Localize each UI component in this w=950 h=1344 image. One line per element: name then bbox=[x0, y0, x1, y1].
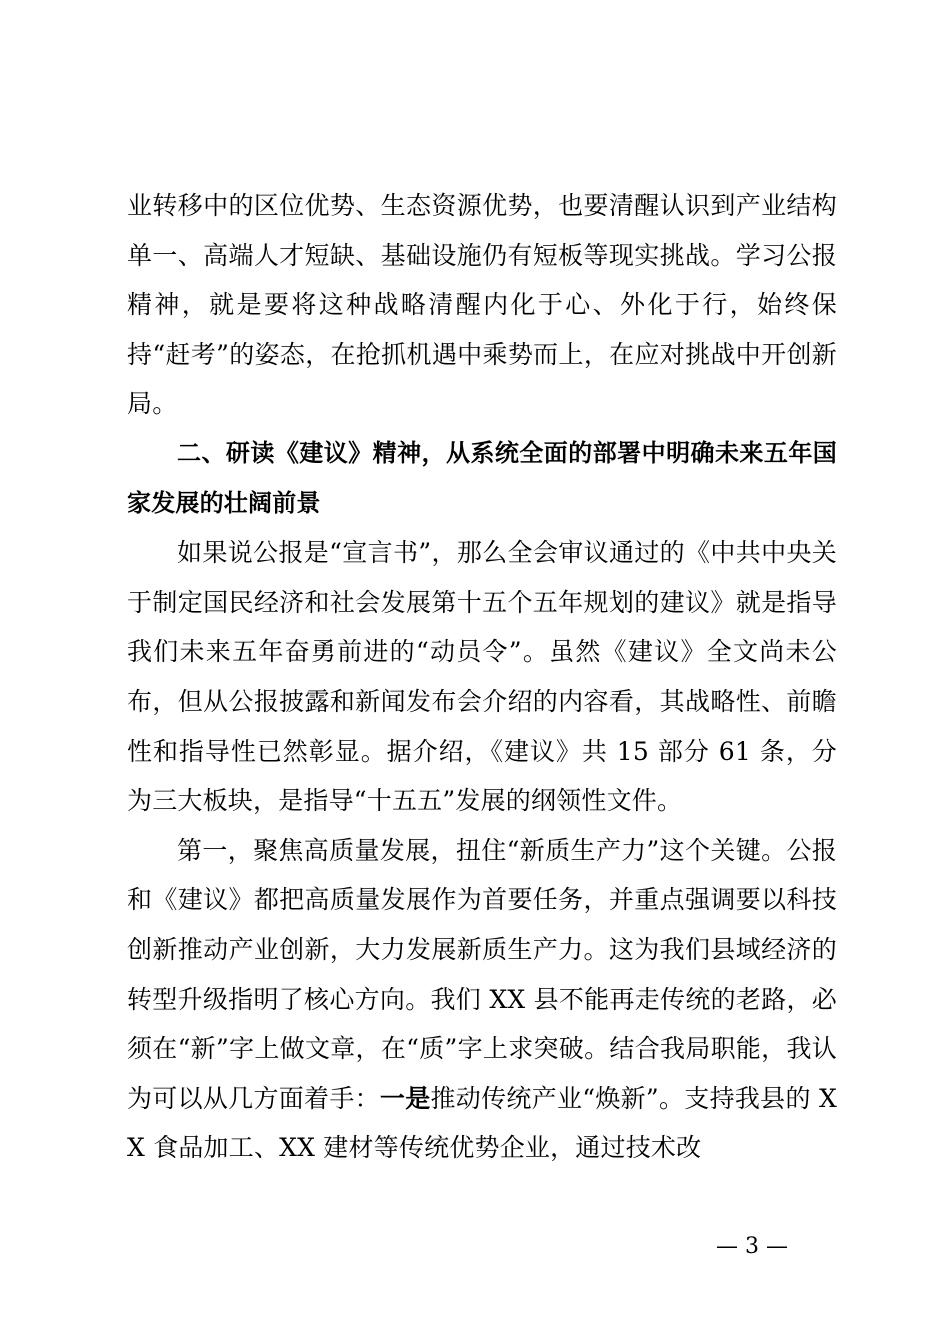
paragraph-continuation: 业转移中的区位优势、生态资源优势，也要清醒认识到产业结构单一、高端人才短缺、基础设施仍有短板等现实挑战。学习公报精神，就是要将这种战略清醒内化于心、外化于行，始终保持“赶考”的姿态，在抢抓机遇中乘势而上，在应对挑战中开创新局。 bbox=[127, 191, 837, 419]
paragraph-text-after: 推动传统产业“焕新”。支持我县的 XX 食品加工、XX 建材等传统优势企业，通过技术改 bbox=[127, 1083, 837, 1163]
paragraph-proposal: 如果说公报是“宣言书”，那么全会审议通过的《中共中央关于制定国民经济和社会发展第十五个五年规划的建议》就是指导我们未来五年奋勇前进的“动员令”。虽然《建议》全文尚未公布，但从公报披露和新闻发布会介绍的内容看，其战略性、前瞻性和指导性已然彰显。据介绍，《建议》共 15 部分 61 条，分为三大板块，是指导“十五五”发展的纲领性文件。 bbox=[127, 538, 837, 816]
document-body bbox=[127, 181, 837, 1173]
paragraph-high-quality-development bbox=[127, 826, 837, 1173]
section-heading: 二、研读《建议》精神，从系统全面的部署中明确未来五年国家发展的壮阔前景 bbox=[127, 438, 837, 517]
bold-marker-first: 一是 bbox=[379, 1083, 431, 1113]
page-number: — 3 — bbox=[716, 1234, 788, 1259]
paragraph-text-before: 第一，聚焦高质量发展，扭住“新质生产力”这个关键。公报和《建议》都把高质量发展作为首要任务，并重点强调要以科技创新推动产业创新，大力发展新质生产力。这为我们县域经济的转型升级指明了核心方向。我们 XX 县不能再走传统的老路，必须在“新”字上做文章，在“质”字上求突破。结合我局职能，我认为可以从几方面着手： bbox=[127, 835, 837, 1113]
